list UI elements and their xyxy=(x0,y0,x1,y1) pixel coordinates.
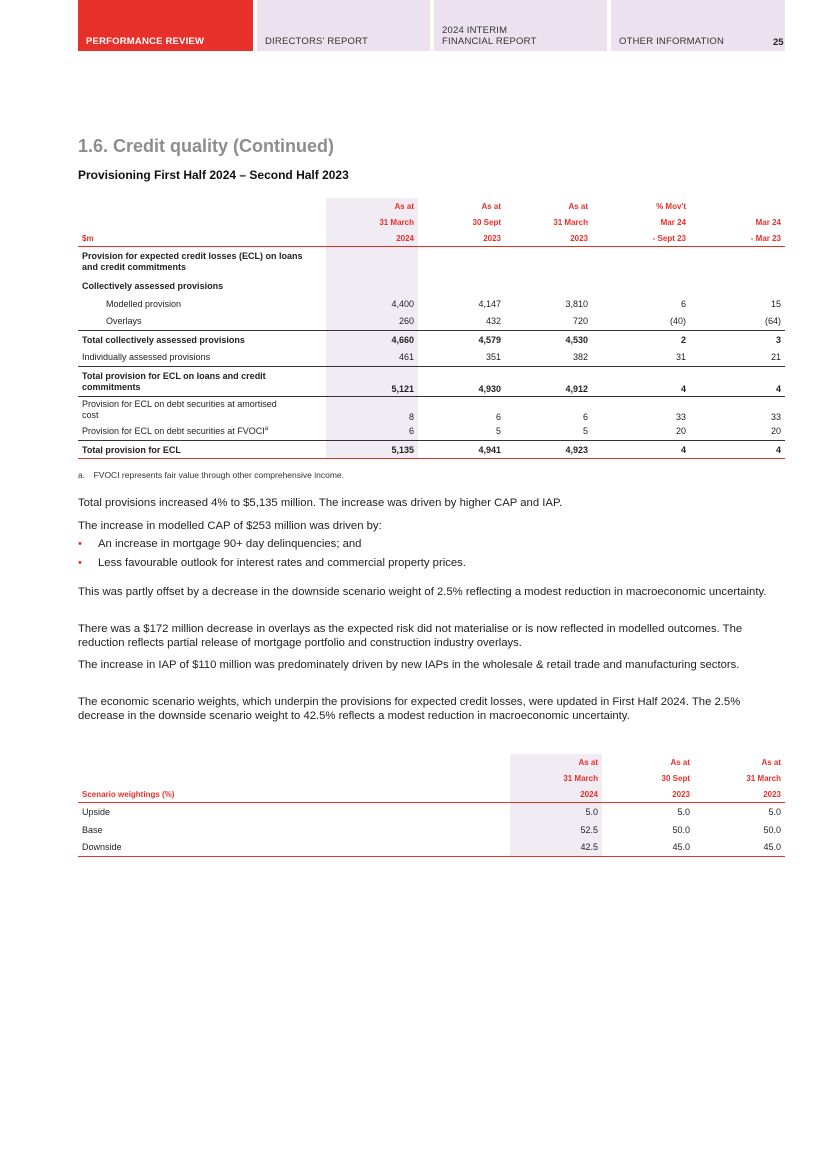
cell: 461 xyxy=(326,349,418,367)
cell: 5.0 xyxy=(768,806,781,817)
paragraph: The economic scenario weights, which underpin the provisions for expected credit losses, were updated in First Half 2024. The 2.5% decrease in the downside scenario weight to 42.5% reflects a modest reduction in macroeconomic uncertainty. xyxy=(78,696,741,722)
cell: 5.0 xyxy=(677,806,690,817)
header-cell: 31 March xyxy=(510,770,602,786)
cell: 33 xyxy=(690,397,785,423)
cell: 4 xyxy=(690,441,785,459)
row-label: Provision for expected credit losses (ECL) on loans and credit commitments xyxy=(82,250,303,272)
table-row xyxy=(78,277,785,295)
header-cell: 2023 xyxy=(418,230,505,247)
header-cell: 31 March xyxy=(746,773,781,783)
cell: 4,579 xyxy=(418,331,505,349)
table-header-row xyxy=(78,770,785,786)
cell: 5,121 xyxy=(326,367,418,397)
header-cell: 31 March xyxy=(553,217,588,227)
cell: 260 xyxy=(326,313,418,331)
cell: 50.0 xyxy=(763,824,781,835)
table-row xyxy=(78,803,785,821)
cell: 382 xyxy=(572,352,588,363)
header-cell: As at xyxy=(568,201,588,211)
row-label: Downside xyxy=(78,839,510,857)
nav-tab-performance-review[interactable] xyxy=(78,0,253,51)
header-cell: 2024 xyxy=(510,786,602,803)
header-cell: 2023 xyxy=(505,230,592,247)
cell: 52.5 xyxy=(510,821,602,839)
table-header-row xyxy=(78,230,785,247)
nav-tab-label xyxy=(442,25,537,47)
cell: 4,400 xyxy=(326,295,418,313)
header-cell: - Sept 23 xyxy=(592,230,690,247)
cell: 4,660 xyxy=(326,331,418,349)
cell: 3,810 xyxy=(565,298,588,309)
nav-tab-interim-report[interactable] xyxy=(434,0,607,51)
row-label: Total collectively assessed provisions xyxy=(78,331,326,349)
cell: 432 xyxy=(485,316,501,327)
cell: 4,530 xyxy=(505,331,592,349)
header-cell: 2023 xyxy=(694,786,785,803)
cell: 20 xyxy=(770,426,781,437)
cell: 4 xyxy=(592,367,690,397)
bullet-icon: • xyxy=(78,538,82,550)
table-row-total xyxy=(78,441,785,459)
table-row xyxy=(78,839,785,857)
page-number: 25 xyxy=(773,37,784,48)
nav-tab-label: PERFORMANCE REVIEW xyxy=(86,36,205,47)
header-cell: Scenario weightings (%) xyxy=(78,786,510,803)
cell: 33 xyxy=(592,397,690,423)
cell: (40) xyxy=(669,316,686,327)
table-row xyxy=(78,821,785,839)
footnote: a. FVOCI represents fair value through other comprehensive income. xyxy=(78,470,344,480)
bullet-item xyxy=(78,538,361,550)
paragraph: The increase in modelled CAP of $253 million was driven by: xyxy=(78,520,382,532)
header-cell: % Mov't xyxy=(656,201,686,211)
cell: 45.0 xyxy=(602,839,694,857)
cell: (64) xyxy=(764,316,781,327)
cell: 6 xyxy=(326,423,418,441)
cell: 20 xyxy=(675,426,686,437)
paragraph: The increase in IAP of $110 million was predominately driven by new IAPs in the wholesale & retail trade and manufacturing sectors. xyxy=(78,659,740,671)
cell: 6 xyxy=(680,298,686,309)
cell: 4,941 xyxy=(418,441,505,459)
header-cell: 31 March xyxy=(326,214,418,230)
row-label: Provision for ECL on debt securities at amortised cost xyxy=(78,397,326,423)
bullet-icon: • xyxy=(78,557,82,569)
row-label-text: Provision for ECL on debt securities at FVOCI xyxy=(82,426,265,437)
row-label: Overlays xyxy=(106,316,142,327)
cell: 351 xyxy=(485,352,501,363)
bullet-text: An increase in mortgage 90+ day delinquencies; and xyxy=(98,538,362,550)
table-title: Provisioning First Half 2024 – Second Half 2023 xyxy=(78,168,349,182)
section-title: 1.6. Credit quality (Continued) xyxy=(78,136,335,156)
table-row xyxy=(78,397,785,423)
header-cell: 30 Sept xyxy=(472,217,501,227)
table-header-row xyxy=(78,198,785,214)
cell xyxy=(326,277,418,295)
header-cell: 2024 xyxy=(326,230,418,247)
header-cell: As at xyxy=(326,198,418,214)
cell: 4 xyxy=(592,441,690,459)
bullet-text: Less favourable outlook for interest rates and commercial property prices. xyxy=(98,557,466,569)
cell: 4,912 xyxy=(505,367,592,397)
row-label: Individually assessed provisions xyxy=(82,352,211,363)
cell: 31 xyxy=(675,352,686,363)
header-cell xyxy=(78,198,326,214)
header-cell xyxy=(78,754,510,770)
table-row xyxy=(78,295,785,313)
row-label: Total provision for ECL on loans and credit commitments xyxy=(78,367,326,397)
header-cell: As at xyxy=(481,201,501,211)
cell: 4,147 xyxy=(478,298,501,309)
cell: 720 xyxy=(572,316,588,327)
cell: 6 xyxy=(505,397,592,423)
cell: 15 xyxy=(770,298,781,309)
cell: 45.0 xyxy=(694,839,785,857)
header-cell: Mar 24 xyxy=(660,217,686,227)
paragraph: Total provisions increased 4% to $5,135 million. The increase was driven by higher CAP and IAP. xyxy=(78,497,563,509)
header-cell: - Mar 23 xyxy=(690,230,785,247)
scenario-weightings-table xyxy=(78,754,785,857)
row-label xyxy=(78,423,326,441)
nav-tab-label: OTHER INFORMATION xyxy=(619,36,725,47)
cell: 5.0 xyxy=(510,803,602,821)
table-row-total xyxy=(78,367,785,397)
cell: 6 xyxy=(418,397,505,423)
header-cell: $m xyxy=(78,230,326,247)
footnote-mark: a xyxy=(264,426,269,433)
header-cell: As at xyxy=(761,757,781,767)
header-cell: As at xyxy=(670,757,690,767)
cell: 4 xyxy=(690,367,785,397)
header-cell xyxy=(690,198,785,214)
cell: 4,930 xyxy=(418,367,505,397)
row-label: Base xyxy=(82,824,103,835)
cell: 8 xyxy=(326,397,418,423)
row-label: Total provision for ECL xyxy=(78,441,326,459)
row-label: Upside xyxy=(82,806,111,817)
cell: 42.5 xyxy=(510,839,602,857)
table-row-total xyxy=(78,331,785,349)
cell: 21 xyxy=(770,352,781,363)
table-header-row xyxy=(78,214,785,230)
nav-tab-other-information[interactable] xyxy=(611,0,785,51)
header-cell: As at xyxy=(510,754,602,770)
cell xyxy=(326,247,418,277)
row-label: Collectively assessed provisions xyxy=(82,280,224,291)
bullet-item xyxy=(78,557,466,569)
header-cell xyxy=(78,770,510,786)
header-cell xyxy=(78,214,326,230)
provisioning-table xyxy=(78,198,785,459)
cell: 5,135 xyxy=(326,441,418,459)
table-row xyxy=(78,423,785,441)
header-cell: 30 Sept xyxy=(661,773,690,783)
table-row xyxy=(78,349,785,367)
header-cell: 2023 xyxy=(602,786,694,803)
cell: 4,923 xyxy=(505,441,592,459)
paragraph: There was a $172 million decrease in overlays as the expected risk did not materialise or is now reflected in modelled outcomes. The reduction reflects partial release of mortgage portfolio and construction industry overlays. xyxy=(78,623,743,649)
nav-tab-label: DIRECTORS' REPORT xyxy=(265,36,369,47)
table-header-row xyxy=(78,754,785,770)
nav-tab-label-line1: 2024 INTERIM xyxy=(442,25,508,36)
nav-tab-directors-report[interactable] xyxy=(257,0,430,51)
header-cell: Mar 24 xyxy=(755,217,781,227)
nav-tab-label-line2: FINANCIAL REPORT xyxy=(442,36,537,47)
table-row xyxy=(78,247,785,277)
cell: 5 xyxy=(582,426,588,437)
cell: 5 xyxy=(495,426,501,437)
cell: 50.0 xyxy=(672,824,690,835)
cell: 2 xyxy=(592,331,690,349)
row-label: Modelled provision xyxy=(106,298,182,309)
cell: 3 xyxy=(690,331,785,349)
paragraph: This was partly offset by a decrease in the downside scenario weight of 2.5% reflecting a modest reduction in macroeconomic uncertainty. xyxy=(78,586,767,598)
table-header-row xyxy=(78,786,785,803)
table-row xyxy=(78,313,785,331)
